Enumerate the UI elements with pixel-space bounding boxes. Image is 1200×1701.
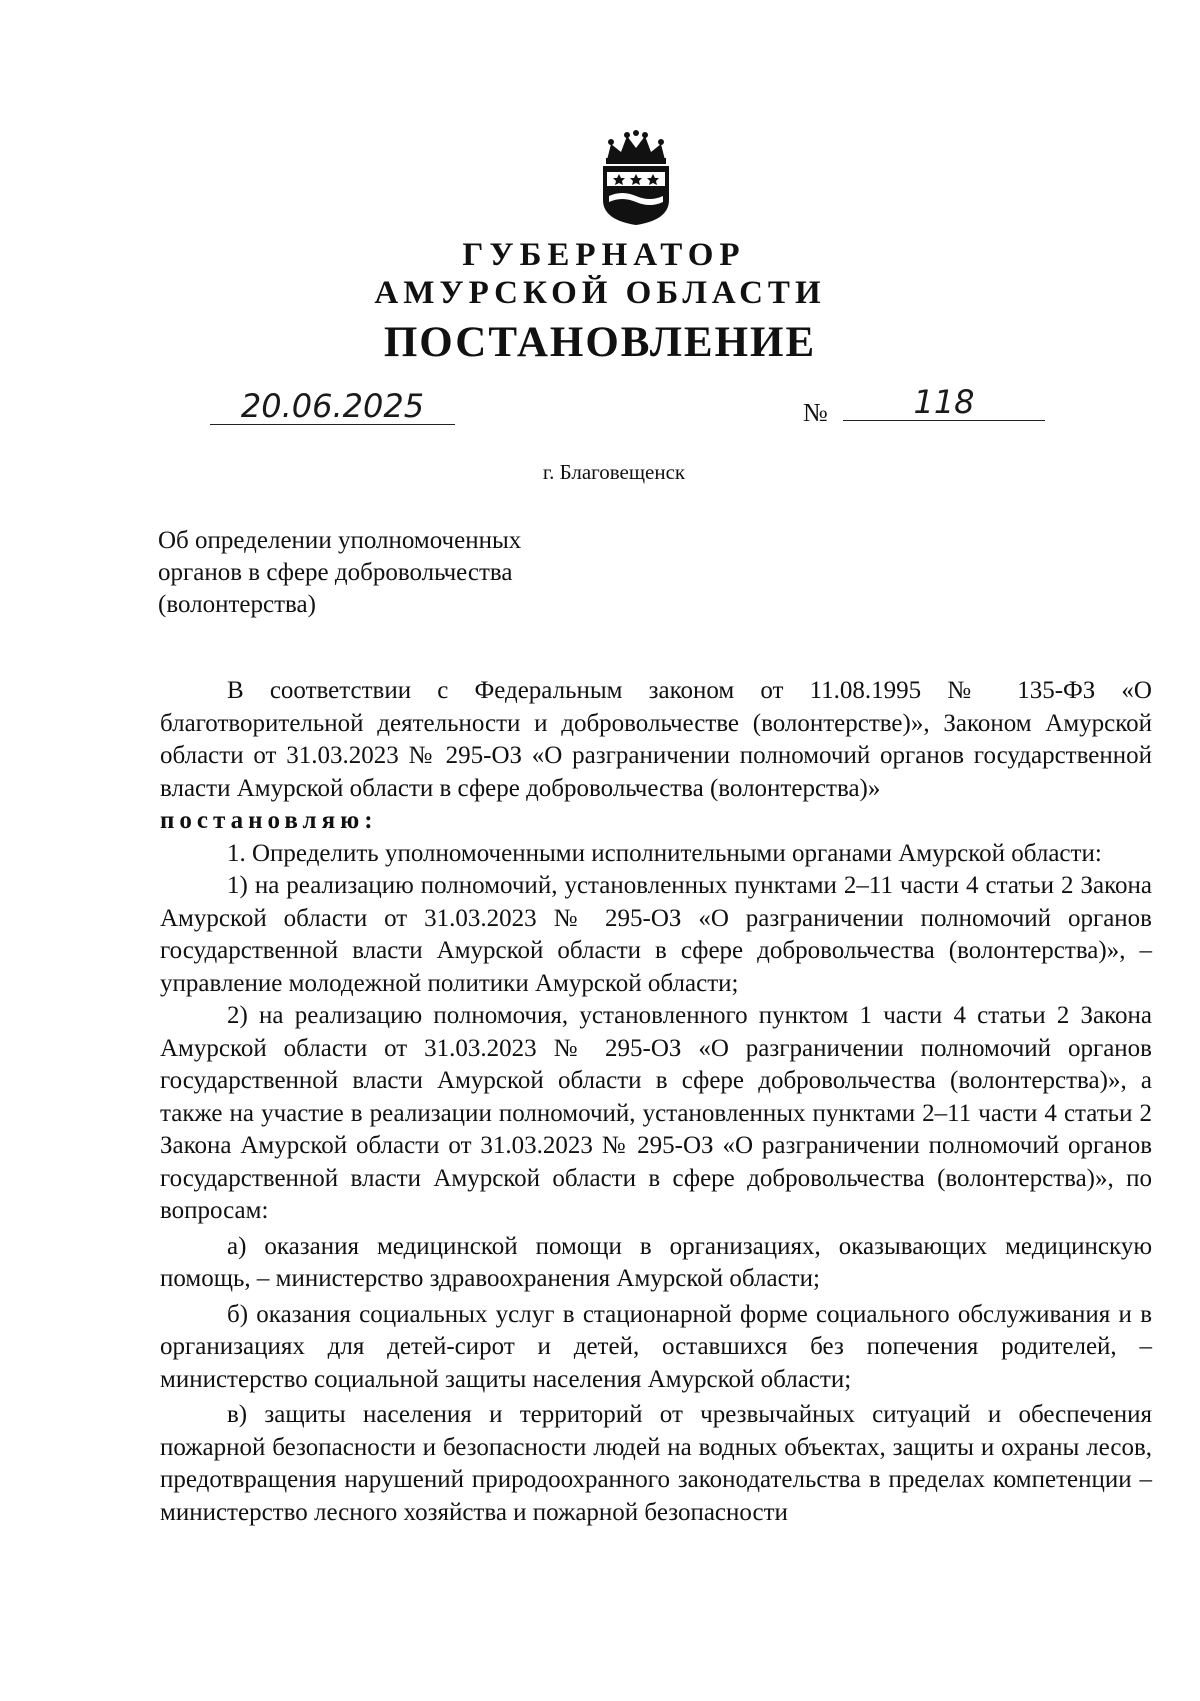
header-line-governor: ГУБЕРНАТОР xyxy=(462,237,746,273)
city-name: г. Благовещенск xyxy=(542,460,686,484)
header-line-region: АМУРСКОЙ ОБЛАСТИ xyxy=(374,275,826,311)
title-line: (волонтерства) xyxy=(158,591,316,618)
document-number: 118 xyxy=(843,384,1045,421)
decree-word: постановляю: xyxy=(160,807,378,834)
document-body xyxy=(160,675,1152,1529)
clause-1: 1. Определить уполномоченными исполнительными органами Амурской области: xyxy=(227,839,1102,867)
clause-1-1: 1) на реализацию полномочий, установленных пунктами 2–11 части 4 статьи 2 Закона Амурской области от 31.03.2023 № 295-ОЗ «О разграничении полномочий органов государственной власти Амурской области в сфере добровольчества (волонтерства)», – управление молодежной политики Амурской области; xyxy=(160,872,1152,997)
preamble-paragraph: В соответствии с Федеральным законом от 11.08.1995 № 135-ФЗ «О благотворительной деятельности и добровольчестве (волонтерстве)», Законом Амурской области от 31.03.2023 № 295-ОЗ «О разграничении полномочий органов государственной власти Амурской области в сфере добровольчества (волонтерства)» xyxy=(160,677,1152,802)
number-sign: № xyxy=(803,398,828,427)
clause-v: в) защиты населения и территорий от чрезвычайных ситуаций и обеспечения пожарной безопасности и безопасности людей на водных объектах, защиты и охраны лесов, предотвращения нарушений природоохранного законодательства в пределах компетенции – министерство лесного хозяйства и пожарной безопасности xyxy=(160,1401,1152,1526)
title-line: Об определении уполномоченных xyxy=(158,527,522,554)
document-date: 20.06.2025 xyxy=(210,388,455,425)
clause-a: а) оказания медицинской помощи в организациях, оказывающих медицинскую помощь, – министерство здравоохранения Амурской области; xyxy=(160,1232,1152,1292)
document-title xyxy=(158,525,608,621)
clause-b: б) оказания социальных услуг в стационарной форме социального обслуживания и в организациях для детей-сирот и детей, оставшихся без попечения родителей, – министерство социальной защиты населения Амурской области; xyxy=(160,1300,1152,1393)
clause-1-2: 2) на реализацию полномочия, установленного пунктом 1 части 4 статьи 2 Закона Амурской области от 31.03.2023 № 295-ОЗ «О разграничении полномочий органов государственной власти Амурской области в сфере добровольчества (волонтерства)», а также на участие в реализации полномочий, установленных пунктами 2–11 части 4 статьи 2 Закона Амурской области от 31.03.2023 № 295-ОЗ «О разграничении полномочий органов государственной власти Амурской области в сфере добровольчества (волонтерства)», по вопросам: xyxy=(160,1002,1152,1224)
title-line: органов в сфере добровольчества xyxy=(158,559,513,586)
coat-of-arms-icon xyxy=(597,130,675,226)
document-type-heading: ПОСТАНОВЛЕНИЕ xyxy=(383,319,817,366)
